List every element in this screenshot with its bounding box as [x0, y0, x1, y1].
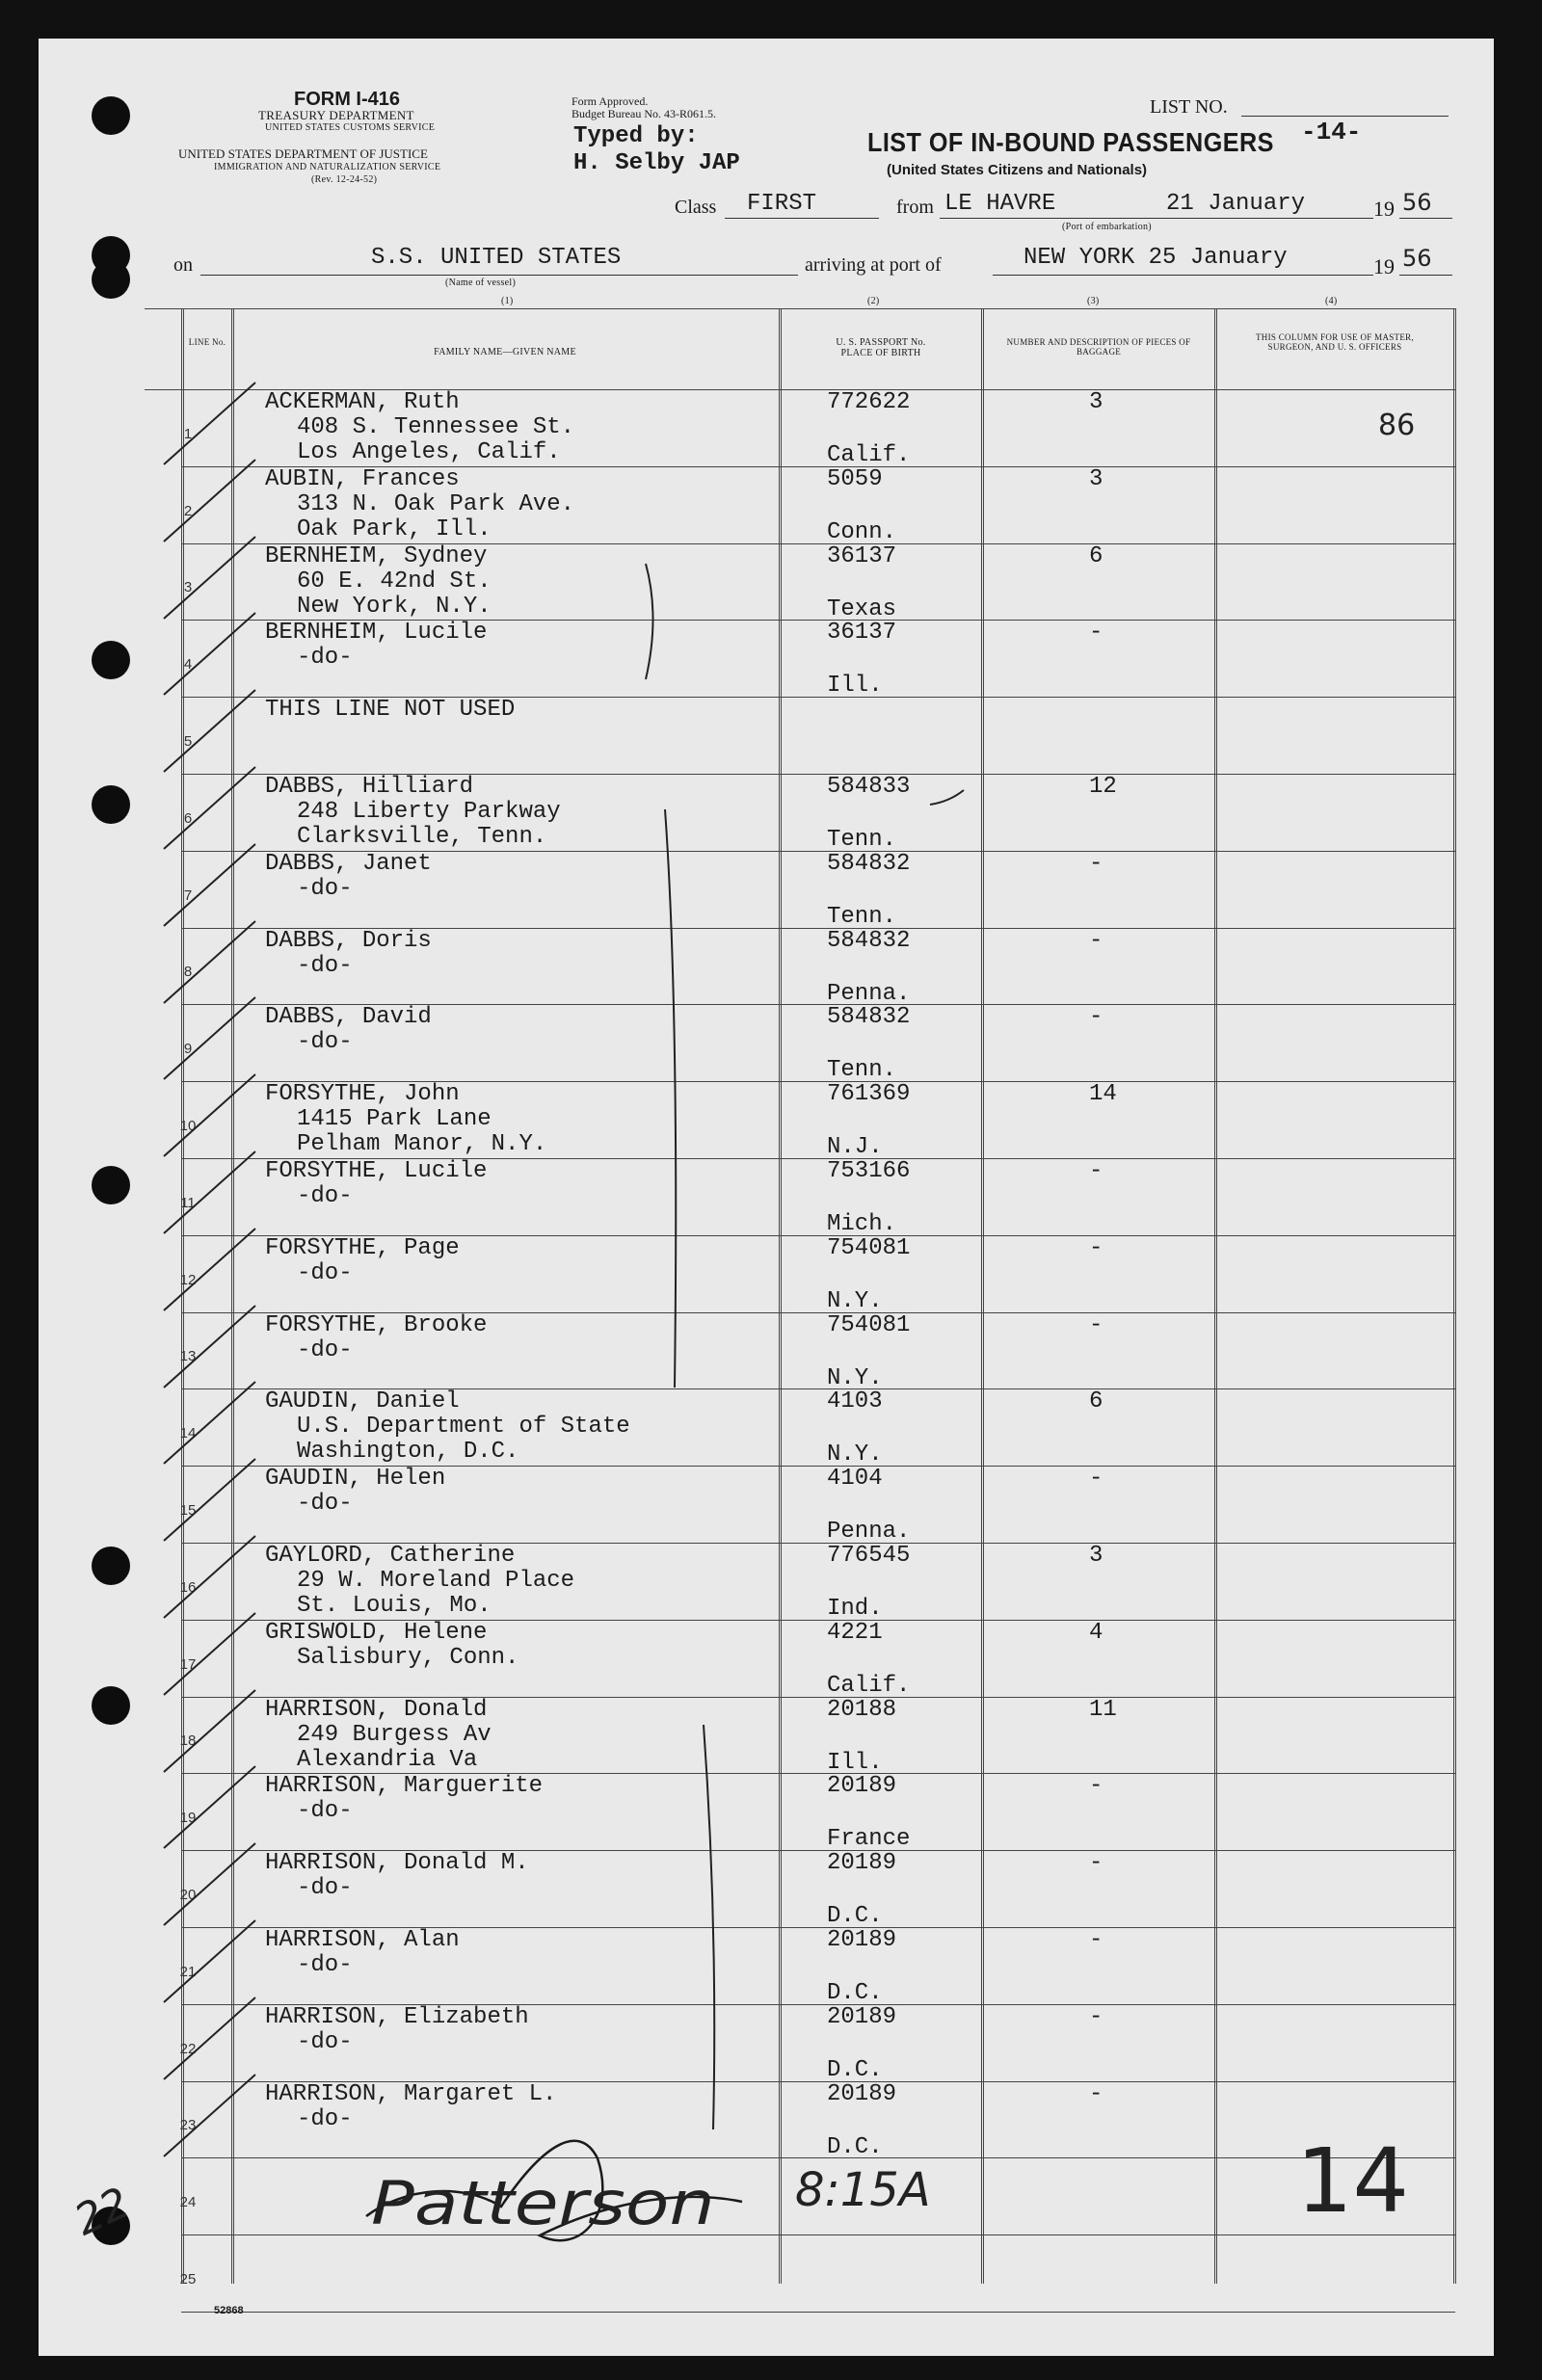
line-number: 16: [179, 1578, 197, 1596]
margin-note: 22: [66, 2178, 138, 2246]
line-number: 20: [179, 1887, 197, 1904]
address-line-1: -do-: [297, 1336, 353, 1363]
arriving-label: arriving at port of: [805, 254, 942, 276]
typed-by-name: H. Selby JAP: [573, 150, 740, 176]
line-number: 9: [183, 1041, 193, 1058]
form-revision: (Rev. 12-24-52): [311, 174, 378, 185]
officer-note: 86: [1378, 409, 1416, 442]
address-line-2: Alexandria Va: [297, 1746, 478, 1773]
place-of-birth: N.Y.: [827, 1287, 883, 1314]
class-label: Class: [675, 197, 717, 218]
passenger-name: THIS LINE NOT USED: [265, 697, 516, 724]
passport-number: 761369: [827, 1081, 911, 1108]
year-prefix-2: 19: [1373, 254, 1395, 278]
passenger-name: DABBS, Janet: [265, 850, 432, 877]
footer-code: 52868: [214, 2305, 244, 2316]
address-line-2: Los Angeles, Calif.: [297, 439, 561, 465]
address-line-1: U.S. Department of State: [297, 1414, 630, 1441]
baggage-count: -: [1089, 2003, 1103, 2030]
line-number: 18: [179, 1732, 197, 1750]
address-line-1: -do-: [297, 2105, 353, 2132]
arrival-port-date: NEW YORK 25 January: [1024, 245, 1288, 271]
signature-time: 8:15A: [795, 2163, 931, 2217]
passport-number: 36137: [827, 542, 897, 569]
place-of-birth: D.C.: [827, 1903, 883, 1930]
departure-date: 21 January: [1166, 191, 1306, 217]
address-line-1: -do-: [297, 1952, 353, 1978]
passport-number: 584832: [827, 850, 911, 877]
header-baggage: NUMBER AND DESCRIPTION OF PIECES OF BAGGAGE: [1006, 337, 1191, 357]
baggage-count: 14: [1089, 1081, 1117, 1108]
passport-number: 4104: [827, 1466, 883, 1493]
passenger-name: GAUDIN, Helen: [265, 1466, 446, 1493]
agency-treasury: TREASURY DEPARTMENT: [258, 108, 414, 122]
passenger-name: GRISWOLD, Helene: [265, 1619, 488, 1646]
address-line-1: 60 E. 42nd St.: [297, 568, 492, 595]
address-line-1: -do-: [297, 2028, 353, 2055]
address-line-1: 313 N. Oak Park Ave.: [297, 490, 575, 517]
baggage-count: 3: [1089, 389, 1103, 415]
from-label: from: [896, 197, 934, 218]
place-of-birth: Penna.: [827, 1519, 911, 1546]
passport-number: 754081: [827, 1234, 911, 1261]
line-number: 5: [183, 733, 193, 751]
baggage-count: 12: [1089, 774, 1117, 800]
passenger-name: HARRISON, Margaret L.: [265, 2080, 557, 2107]
address-line-1: 249 Burgess Av: [297, 1721, 492, 1748]
list-no-value: -14-: [1301, 118, 1362, 146]
budget-bureau: Budget Bureau No. 43-R061.5.: [572, 107, 716, 120]
line-number: 23: [179, 2117, 197, 2134]
address-line-1: Salisbury, Conn.: [297, 1644, 519, 1671]
line-number: 3: [183, 579, 193, 596]
vessel-name: S.S. UNITED STATES: [371, 245, 622, 271]
place-of-birth: D.C.: [827, 2056, 883, 2083]
passport-number: 4221: [827, 1619, 883, 1646]
passport-number: 5059: [827, 465, 883, 492]
place-of-birth: D.C.: [827, 1980, 883, 2006]
column-number-4: (4): [1325, 296, 1338, 306]
column-number-1: (1): [501, 296, 514, 306]
line-number: 4: [183, 656, 193, 674]
line-number: 11: [180, 1194, 196, 1211]
passenger-name: AUBIN, Frances: [265, 465, 460, 492]
line-number: 24: [179, 2194, 197, 2211]
passenger-name: HARRISON, Marguerite: [265, 1773, 544, 1800]
place-of-birth: Conn.: [827, 518, 897, 545]
passport-number: 754081: [827, 1311, 911, 1338]
page-subtitle: (United States Citizens and Nationals): [887, 162, 1148, 178]
address-line-1: -do-: [297, 875, 353, 902]
baggage-count: -: [1089, 1927, 1103, 1953]
year-prefix: 19: [1373, 197, 1395, 221]
line-number: 1: [183, 425, 193, 442]
address-line-1: -do-: [297, 1875, 353, 1902]
place-of-birth: Tenn.: [827, 1057, 897, 1084]
baggage-count: 6: [1089, 542, 1103, 569]
address-line-2: New York, N.Y.: [297, 593, 492, 620]
passenger-name: DABBS, David: [265, 1004, 432, 1031]
line-number: 15: [179, 1502, 197, 1520]
port-embarkation-caption: (Port of embarkation): [1062, 222, 1152, 232]
passport-number: 36137: [827, 620, 897, 647]
place-of-birth: France: [827, 1826, 911, 1853]
passenger-name: FORSYTHE, Lucile: [265, 1158, 488, 1184]
header-line-no: LINE No.: [188, 337, 226, 347]
passenger-name: HARRISON, Elizabeth: [265, 2003, 529, 2030]
baggage-count: 4: [1089, 1619, 1103, 1646]
header-name: FAMILY NAME—GIVEN NAME: [434, 347, 576, 357]
line-number: 12: [179, 1271, 197, 1288]
place-of-birth: Penna.: [827, 980, 911, 1007]
line-number: 10: [179, 1118, 197, 1135]
header-officers: THIS COLUMN FOR USE OF MASTER, SURGEON, AND U. S. OFFICERS: [1255, 332, 1415, 352]
address-line-1: -do-: [297, 1183, 353, 1209]
passenger-name: GAUDIN, Daniel: [265, 1388, 460, 1415]
baggage-count: 3: [1089, 465, 1103, 492]
passenger-name: ACKERMAN, Ruth: [265, 389, 460, 415]
line-number: 8: [183, 964, 193, 981]
passenger-name: DABBS, Hilliard: [265, 774, 474, 800]
passenger-name: HARRISON, Donald M.: [265, 1850, 529, 1877]
address-line-2: Washington, D.C.: [297, 1439, 519, 1466]
place-of-birth: N.Y.: [827, 1364, 883, 1391]
passport-number: 584832: [827, 927, 911, 954]
baggage-count: 3: [1089, 1543, 1103, 1569]
departure-year: 56: [1402, 189, 1432, 216]
address-line-1: 408 S. Tennessee St.: [297, 414, 575, 440]
officer-signature: Patterson: [371, 2168, 715, 2238]
agency-ins: IMMIGRATION AND NATURALIZATION SERVICE: [214, 162, 441, 172]
form-number: FORM I-416: [294, 89, 401, 110]
baggage-count: 11: [1089, 1696, 1117, 1723]
passport-number: 20189: [827, 2080, 897, 2107]
baggage-count: -: [1089, 1311, 1103, 1338]
line-number: 7: [183, 886, 193, 904]
line-number: 13: [179, 1348, 197, 1365]
line-number: 21: [179, 1963, 197, 1980]
passenger-name: GAYLORD, Catherine: [265, 1543, 516, 1569]
line-number: 14: [179, 1425, 197, 1442]
baggage-count: -: [1089, 1234, 1103, 1261]
place-of-birth: Texas: [827, 595, 897, 622]
passenger-name: BERNHEIM, Sydney: [265, 542, 488, 569]
line-number: 2: [183, 502, 193, 519]
baggage-count: -: [1089, 1004, 1103, 1031]
baggage-count: -: [1089, 2080, 1103, 2107]
line-number: 19: [179, 1810, 197, 1827]
passport-number: 584832: [827, 1004, 911, 1031]
passport-number: 584833: [827, 774, 911, 800]
baggage-count: -: [1089, 1850, 1103, 1877]
on-label: on: [173, 254, 193, 276]
passport-number: 4103: [827, 1388, 883, 1415]
passenger-name: FORSYTHE, John: [265, 1081, 460, 1108]
typed-by-label: Typed by:: [573, 123, 699, 149]
line-number: 25: [179, 2271, 197, 2288]
list-no-label: LIST NO.: [1150, 96, 1228, 118]
address-line-2: Oak Park, Ill.: [297, 516, 492, 542]
port-of-embarkation: LE HAVRE: [944, 191, 1056, 217]
address-line-1: -do-: [297, 1798, 353, 1825]
header-passport: U. S. PASSPORT No. PLACE OF BIRTH: [836, 337, 926, 358]
passenger-name: HARRISON, Donald: [265, 1696, 488, 1723]
passport-number: 20188: [827, 1696, 897, 1723]
agency-customs: UNITED STATES CUSTOMS SERVICE: [265, 122, 436, 133]
place-of-birth: N.J.: [827, 1134, 883, 1161]
page-title: LIST OF IN-BOUND PASSENGERS: [867, 127, 1274, 157]
place-of-birth: Calif.: [827, 442, 911, 468]
place-of-birth: Calif.: [827, 1672, 911, 1699]
class-value: FIRST: [747, 191, 817, 217]
agency-justice: UNITED STATES DEPARTMENT OF JUSTICE: [178, 146, 428, 161]
baggage-count: -: [1089, 1466, 1103, 1493]
place-of-birth: Tenn.: [827, 827, 897, 853]
baggage-count: -: [1089, 927, 1103, 954]
address-line-1: -do-: [297, 952, 353, 979]
address-line-2: Pelham Manor, N.Y.: [297, 1131, 547, 1158]
passport-number: 20189: [827, 1850, 897, 1877]
arrival-year: 56: [1402, 245, 1432, 272]
baggage-count: -: [1089, 850, 1103, 877]
line-number: 17: [179, 1655, 197, 1673]
baggage-count: -: [1089, 620, 1103, 647]
place-of-birth: Ill.: [827, 1749, 883, 1776]
place-of-birth: N.Y.: [827, 1441, 883, 1468]
address-line-1: 29 W. Moreland Place: [297, 1568, 575, 1594]
place-of-birth: Ill.: [827, 673, 883, 700]
address-line-2: St. Louis, Mo.: [297, 1593, 492, 1619]
baggage-count: -: [1089, 1158, 1103, 1184]
baggage-count: 6: [1089, 1388, 1103, 1415]
passenger-name: FORSYTHE, Brooke: [265, 1311, 488, 1338]
passport-number: 772622: [827, 389, 911, 415]
passenger-name: BERNHEIM, Lucile: [265, 620, 488, 647]
column-number-2: (2): [867, 296, 880, 306]
passport-number: 776545: [827, 1543, 911, 1569]
passenger-name: DABBS, Doris: [265, 927, 432, 954]
address-line-1: 1415 Park Lane: [297, 1106, 492, 1133]
column-number-3: (3): [1087, 296, 1100, 306]
line-number: 6: [183, 809, 193, 827]
place-of-birth: Tenn.: [827, 903, 897, 930]
passenger-name: FORSYTHE, Page: [265, 1234, 460, 1261]
place-of-birth: Mich.: [827, 1211, 897, 1237]
place-of-birth: Ind.: [827, 1596, 883, 1622]
baggage-count: -: [1089, 1773, 1103, 1800]
address-line-1: -do-: [297, 1259, 353, 1286]
address-line-1: -do-: [297, 645, 353, 672]
line-number: 22: [179, 2040, 197, 2057]
place-of-birth: D.C.: [827, 2133, 883, 2160]
address-line-1: -do-: [297, 1029, 353, 1056]
passport-number: 20189: [827, 1927, 897, 1953]
passport-number: 753166: [827, 1158, 911, 1184]
address-line-2: Clarksville, Tenn.: [297, 824, 547, 850]
passport-number: 20189: [827, 2003, 897, 2030]
passenger-count: 14: [1296, 2129, 1410, 2233]
address-line-1: 248 Liberty Parkway: [297, 799, 561, 825]
passenger-name: HARRISON, Alan: [265, 1927, 460, 1953]
passport-number: 20189: [827, 1773, 897, 1800]
form-approved: Form Approved.: [572, 94, 649, 108]
vessel-caption: (Name of vessel): [445, 278, 517, 288]
address-line-1: -do-: [297, 1491, 353, 1518]
